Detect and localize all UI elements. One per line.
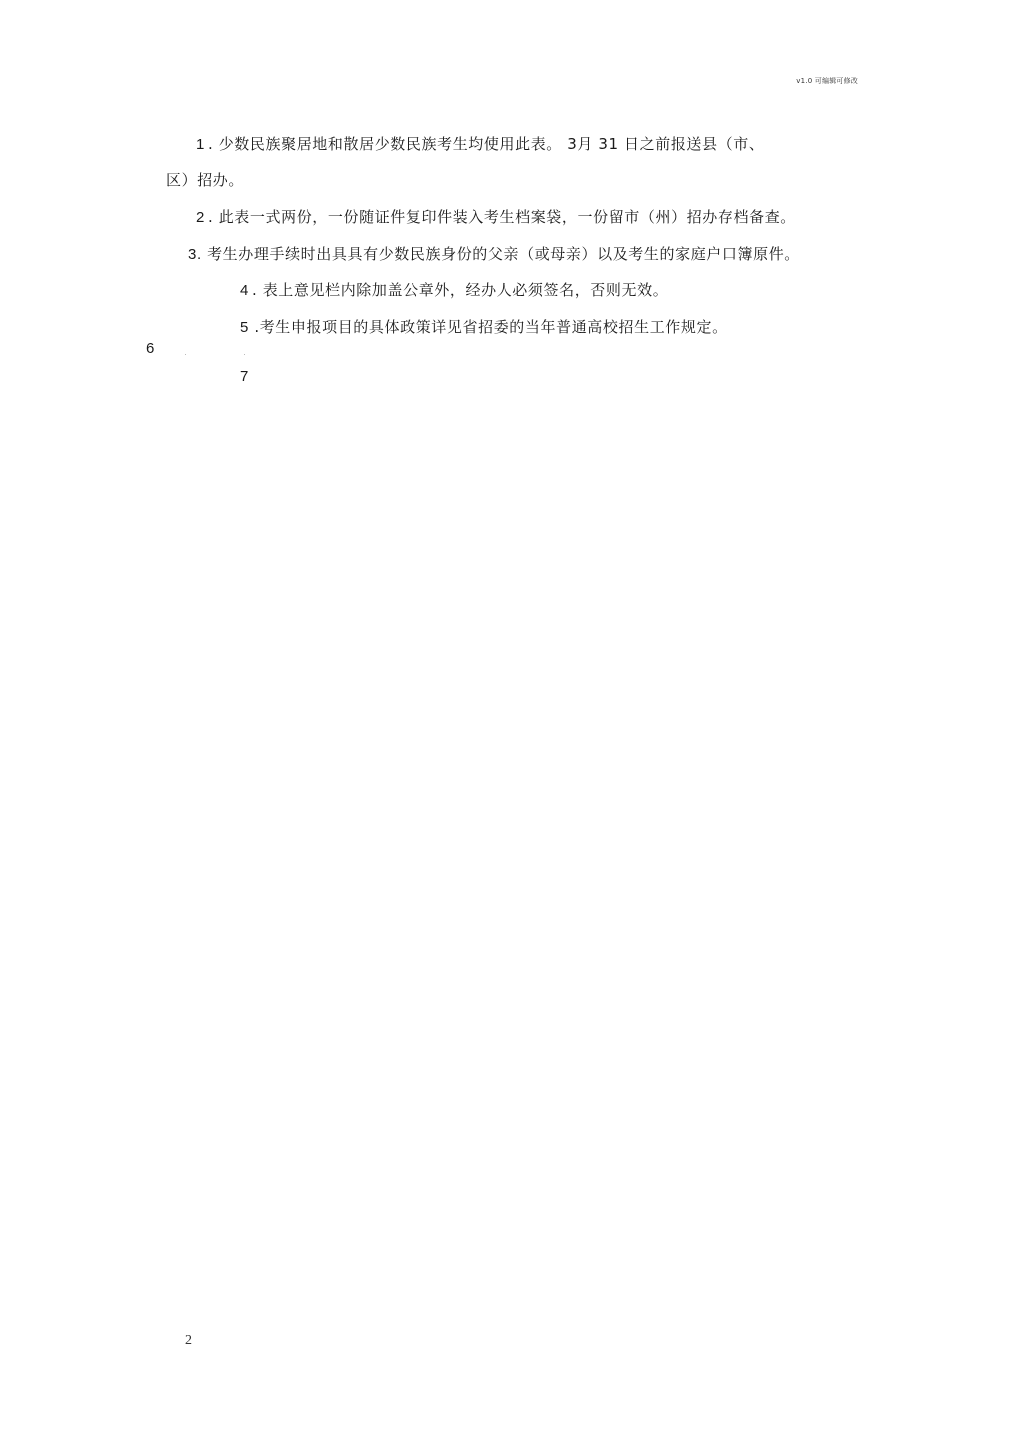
note-item-2 bbox=[196, 207, 796, 228]
scan-speck bbox=[185, 354, 186, 355]
note-text: 考生办理手续时出具具有少数民族身份的父亲（或母亲）以及考生的家庭户口簿原件。 bbox=[201, 245, 800, 263]
note-text: . 此表一式两份，一份随证件复印件装入考生档案袋，一份留市（州）招办存档备查。 bbox=[207, 208, 796, 226]
note-text-deadline: 3月 31 日之前报送县（市、 bbox=[567, 135, 765, 153]
note-number: 5 bbox=[240, 319, 249, 336]
note-text: .考生申报项目的具体政策详见省招委的当年普通高校招生工作规定。 bbox=[248, 318, 728, 336]
note-text: . 表上意见栏内除加盖公章外，经办人必须签名，否则无效。 bbox=[251, 281, 669, 299]
header-note: v1.0 可编辑可修改 bbox=[796, 77, 858, 85]
note-item-1 bbox=[196, 134, 764, 155]
note-text: . 少数民族聚居地和散居少数民族考生均使用此表。 bbox=[207, 135, 568, 153]
note-number: 3. bbox=[188, 246, 202, 263]
note-number: 4 bbox=[240, 282, 249, 299]
stray-digit-6: 6 bbox=[146, 340, 155, 357]
note-item-1-continuation: 区）招办。 bbox=[166, 171, 245, 189]
stray-digit-7: 7 bbox=[240, 368, 249, 385]
note-number: 2 bbox=[196, 209, 205, 226]
note-item-4 bbox=[240, 280, 668, 301]
note-number: 1 bbox=[196, 136, 205, 153]
page-number: 2 bbox=[185, 1333, 192, 1348]
note-item-5 bbox=[240, 317, 728, 338]
note-item-3 bbox=[188, 244, 800, 265]
scan-speck bbox=[244, 354, 245, 355]
